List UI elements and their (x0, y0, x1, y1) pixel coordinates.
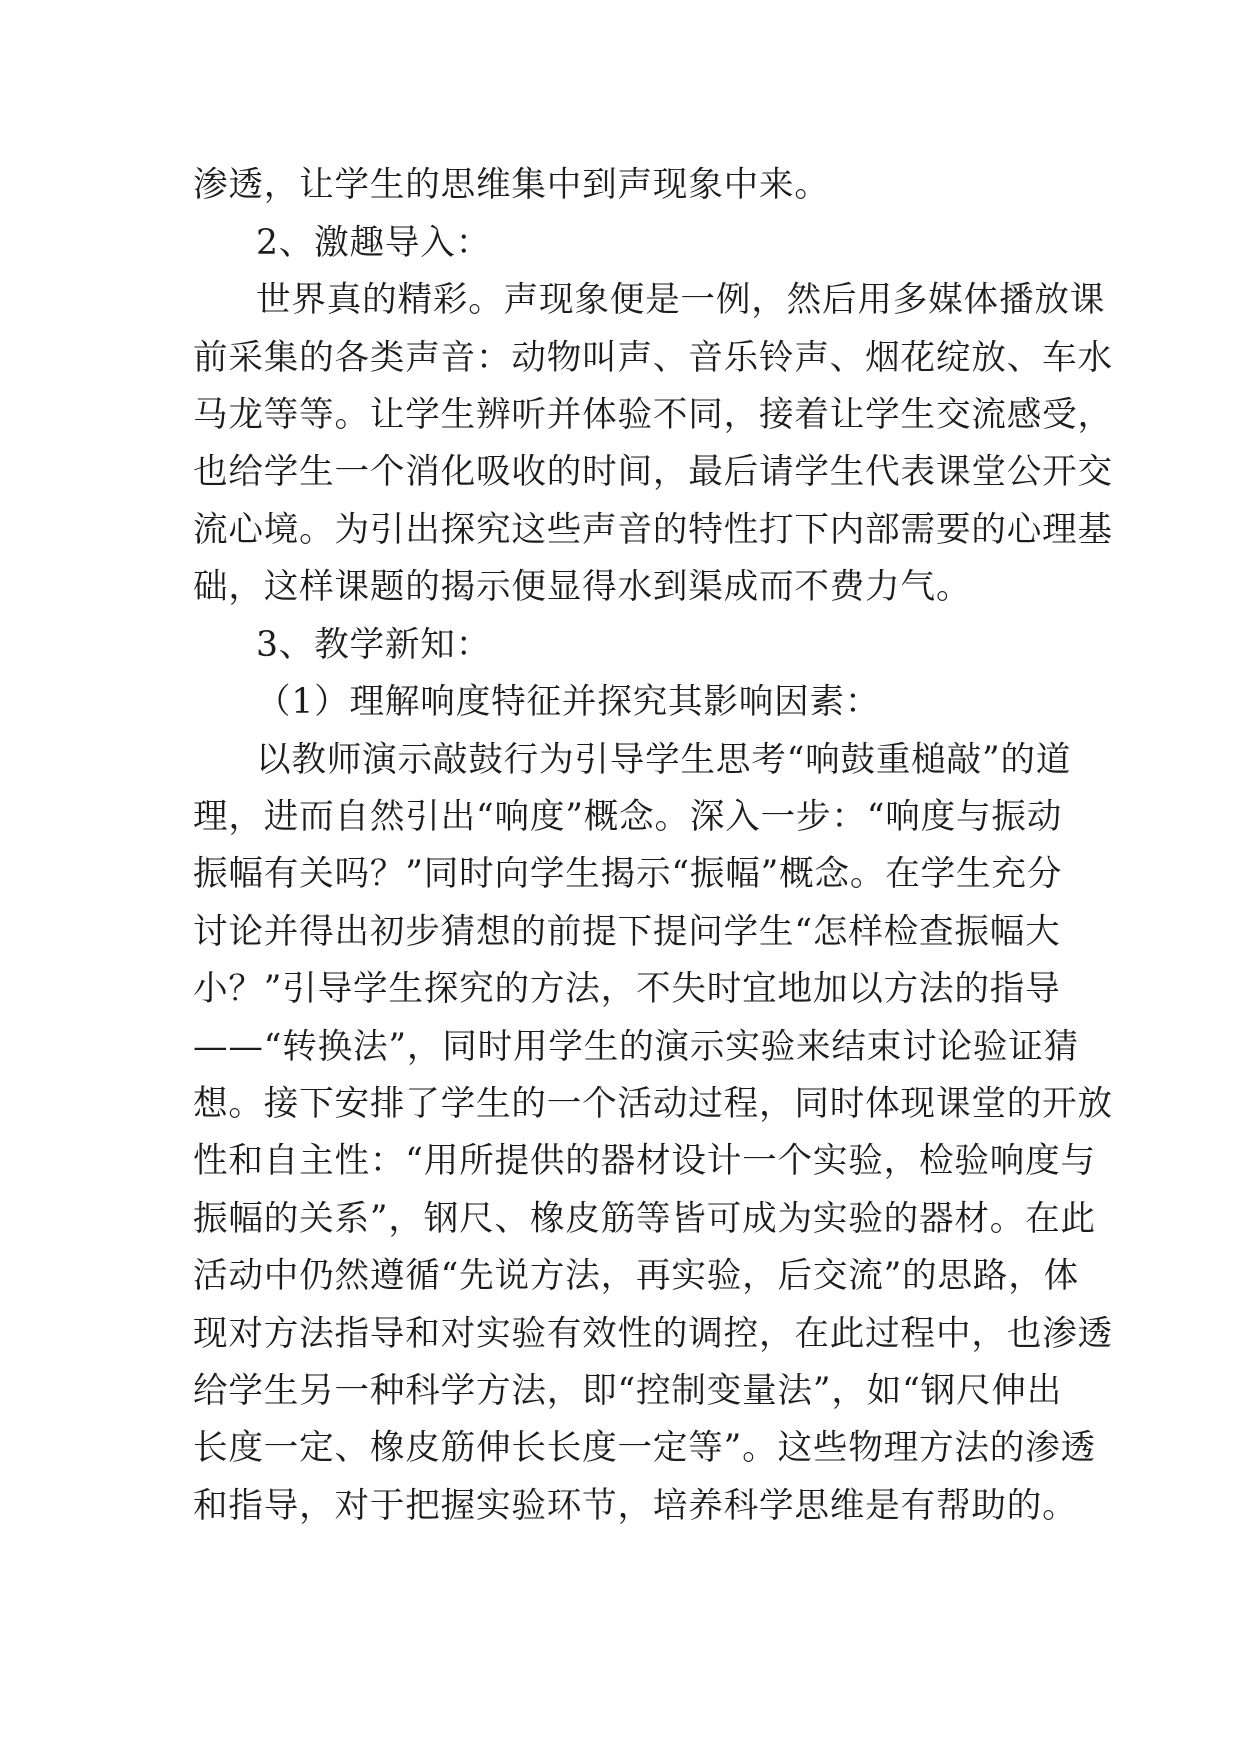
text-line: 前采集的各类声音：动物叫声、音乐铃声、烟花绽放、车水 (193, 338, 1113, 378)
text-line: 活动中仍然遵循“先说方法，再实验，后交流”的思路，体 (193, 1256, 1080, 1296)
text-line: 渗透，让学生的思维集中到声现象中来。 (193, 165, 830, 205)
text-line: 小？”引导学生探究的方法，不失时宜地加以方法的指导 (193, 969, 1061, 1009)
section-heading: 3、教学新知： (256, 625, 492, 665)
text-line: 和指导，对于把握实验环节，培养科学思维是有帮助的。 (193, 1486, 1078, 1526)
text-line: 振幅的关系”，钢尺、橡皮筋等皆可成为实验的器材。在此 (193, 1199, 1096, 1239)
text-line: 础，这样课题的揭示便显得水到渠成而不费力气。 (193, 567, 972, 607)
text-line: 世界真的精彩。声现象便是一例，然后用多媒体播放课 (256, 280, 1106, 320)
text-line: 马龙等等。让学生辨听并体验不同，接着让学生交流感受， (193, 395, 1113, 435)
text-line: 现对方法指导和对实验有效性的调控，在此过程中，也渗透 (193, 1314, 1113, 1354)
text-line: 性和自主性：“用所提供的器材设计一个实验，检验响度与 (193, 1141, 1096, 1181)
text-line: 也给学生一个消化吸收的时间，最后请学生代表课堂公开交 (193, 452, 1113, 492)
text-line: 想。接下安排了学生的一个活动过程，同时体现课堂的开放 (193, 1084, 1113, 1124)
section-heading: 2、激趣导入： (256, 223, 492, 263)
text-line: 讨论并得出初步猜想的前提下提问学生“怎样检查振幅大 (193, 912, 1061, 952)
subsection-heading: （1）理解响度特征并探究其影响因素： (256, 682, 881, 722)
text-line: 流心境。为引出探究这些声音的特性打下内部需要的心理基 (193, 510, 1113, 550)
text-line: 以教师演示敲鼓行为引导学生思考“响鼓重槌敲”的道 (256, 740, 1072, 780)
text-line: ——“转换法”，同时用学生的演示实验来结束讨论验证猜 (193, 1027, 1080, 1067)
text-line: 长度一定、橡皮筋伸长长度一定等”。这些物理方法的渗透 (193, 1428, 1096, 1468)
text-line: 理，进而自然引出“响度”概念。深入一步：“响度与振动 (193, 797, 1063, 837)
text-line: 振幅有关吗？”同时向学生揭示“振幅”概念。在学生充分 (193, 854, 1063, 894)
text-line: 给学生另一种科学方法，即“控制变量法”，如“钢尺伸出 (193, 1371, 1063, 1411)
